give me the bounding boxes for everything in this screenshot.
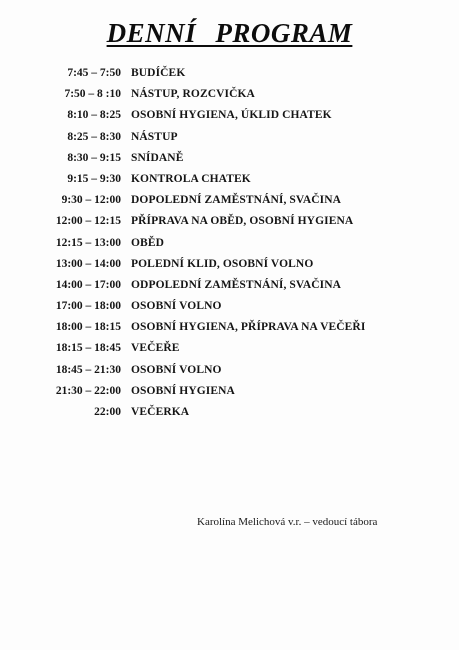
- schedule-row: [0, 320, 459, 341]
- schedule-activity: ODPOLEDNÍ ZAMĚSTNÁNÍ, SVAČINA: [131, 278, 342, 291]
- schedule-activity: NÁSTUP: [131, 130, 178, 143]
- schedule-row: [0, 405, 459, 426]
- schedule-list: [0, 66, 459, 426]
- schedule-time: 12:15 – 13:00: [55, 236, 121, 249]
- schedule-row: [0, 193, 459, 214]
- schedule-time: 13:00 – 14:00: [55, 257, 121, 270]
- schedule-row: [0, 108, 459, 129]
- schedule-row: [0, 151, 459, 172]
- schedule-time: 12:00 – 12:15: [55, 215, 121, 228]
- schedule-time: 18:00 – 18:15: [55, 321, 121, 334]
- schedule-activity: OSOBNÍ HYGIENA, PŘÍPRAVA NA VEČEŘI: [131, 321, 366, 334]
- schedule-time: 7:45 – 7:50: [67, 67, 121, 79]
- page-title: DENNÍ PROGRAM: [106, 18, 353, 48]
- schedule-time: 17:00 – 18:00: [55, 300, 121, 313]
- schedule-time: 9:30 – 12:00: [61, 194, 121, 207]
- schedule-time: 14:00 – 17:00: [55, 278, 121, 291]
- schedule-row: [0, 130, 459, 151]
- schedule-row: [0, 87, 459, 108]
- schedule-row: [0, 341, 459, 362]
- schedule-activity: PŘÍPRAVA NA OBĚD, OSOBNÍ HYGIENA: [131, 215, 354, 228]
- schedule-activity: NÁSTUP, ROZCVIČKA: [131, 88, 255, 101]
- schedule-row: [0, 363, 459, 384]
- schedule-activity: VEČEŘE: [131, 342, 180, 355]
- schedule-activity: OSOBNÍ VOLNO: [131, 300, 222, 313]
- schedule-row: [0, 214, 459, 235]
- schedule-time: 21:30 – 22:00: [55, 384, 121, 397]
- schedule-time: 22:00: [94, 406, 121, 418]
- schedule-activity: BUDÍČEK: [131, 67, 186, 79]
- schedule-activity: KONTROLA CHATEK: [131, 172, 251, 185]
- schedule-activity: DOPOLEDNÍ ZAMĚSTNÁNÍ, SVAČINA: [131, 194, 342, 207]
- schedule-time: 18:15 – 18:45: [55, 342, 121, 355]
- schedule-row: [0, 257, 459, 278]
- schedule-activity: OSOBNÍ VOLNO: [131, 363, 222, 376]
- schedule-activity: VEČERKA: [131, 406, 190, 418]
- signature-line: Karolína Melichová v.r. – vedoucí tábora: [197, 516, 378, 528]
- schedule-row: [0, 236, 459, 257]
- schedule-row: [0, 278, 459, 299]
- schedule-row: [0, 66, 459, 87]
- schedule-activity: OSOBNÍ HYGIENA: [131, 384, 235, 397]
- schedule-row: [0, 384, 459, 405]
- schedule-row: [0, 172, 459, 193]
- schedule-time: 18:45 – 21:30: [55, 363, 121, 376]
- schedule-activity: OSOBNÍ HYGIENA, ÚKLID CHATEK: [131, 109, 332, 122]
- schedule-time: 7:50 – 8 :10: [64, 88, 121, 101]
- schedule-time: 8:30 – 9:15: [67, 151, 121, 164]
- schedule-time: 8:10 – 8:25: [67, 109, 121, 122]
- schedule-time: 8:25 – 8:30: [67, 130, 121, 143]
- schedule-row: [0, 299, 459, 320]
- schedule-activity: POLEDNÍ KLID, OSOBNÍ VOLNO: [131, 257, 314, 270]
- schedule-activity: SNÍDANĚ: [131, 151, 184, 164]
- schedule-time: 9:15 – 9:30: [67, 172, 121, 185]
- schedule-activity: OBĚD: [131, 236, 164, 249]
